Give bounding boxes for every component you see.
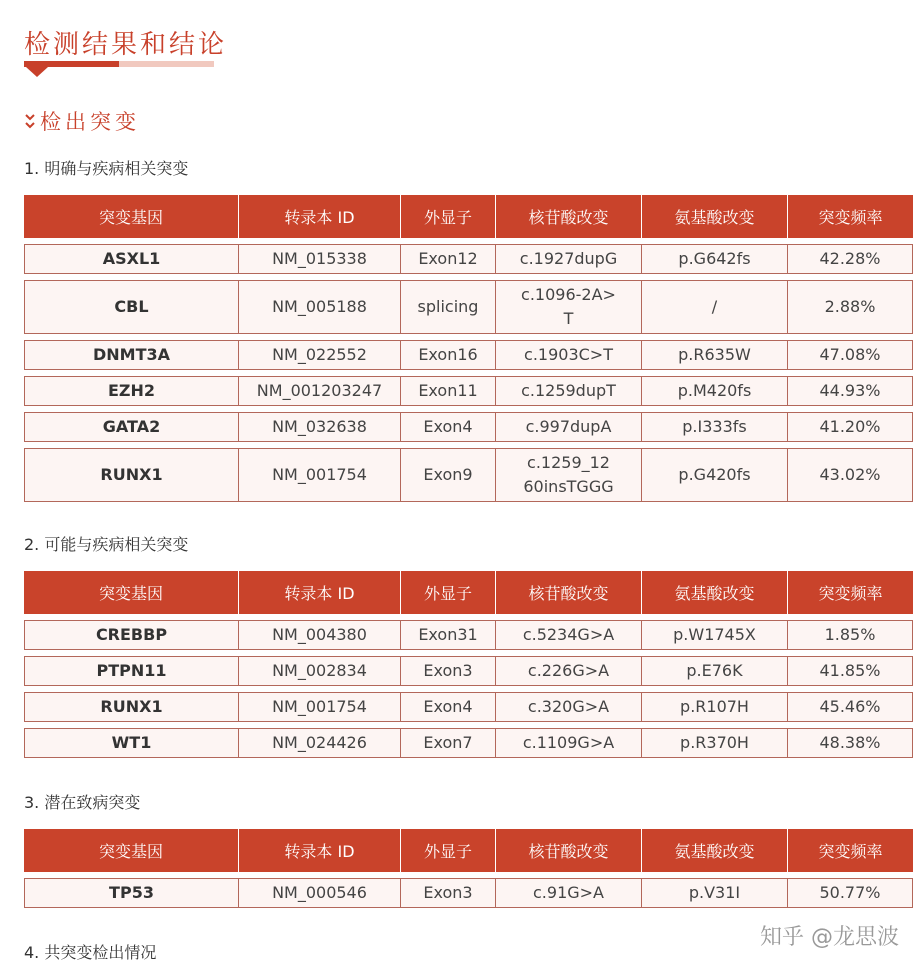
table-row xyxy=(24,280,913,334)
table-row xyxy=(24,878,913,908)
mutation-table-3 xyxy=(24,823,913,914)
column-header: 突变基因 xyxy=(24,195,239,238)
gene-cell: ASXL1 xyxy=(24,244,239,274)
exon-cell: Exon7 xyxy=(401,728,496,758)
gene-cell: WT1 xyxy=(24,728,239,758)
amino-acid-cell: p.I333fs xyxy=(642,412,788,442)
column-header: 转录本 ID xyxy=(239,195,401,238)
column-header: 突变频率 xyxy=(788,195,913,238)
exon-cell: Exon11 xyxy=(401,376,496,406)
transcript-cell: NM_001203247 xyxy=(239,376,401,406)
amino-acid-cell: p.W1745X xyxy=(642,620,788,650)
amino-acid-cell: p.G420fs xyxy=(642,448,788,502)
section-title: 检出突变 xyxy=(40,110,140,134)
frequency-cell: 47.08% xyxy=(788,340,913,370)
transcript-cell: NM_002834 xyxy=(239,656,401,686)
frequency-cell: 2.88% xyxy=(788,280,913,334)
page-title: 检测结果和结论 xyxy=(24,30,228,60)
exon-cell: Exon31 xyxy=(401,620,496,650)
exon-cell: Exon3 xyxy=(401,878,496,908)
transcript-cell: NM_022552 xyxy=(239,340,401,370)
transcript-cell: NM_032638 xyxy=(239,412,401,442)
column-header: 突变基因 xyxy=(24,571,239,614)
column-header: 外显子 xyxy=(401,571,496,614)
gene-cell: CBL xyxy=(24,280,239,334)
column-header: 突变频率 xyxy=(788,571,913,614)
column-header: 核苷酸改变 xyxy=(496,829,642,872)
column-header: 外显子 xyxy=(401,195,496,238)
frequency-cell: 41.20% xyxy=(788,412,913,442)
column-header: 转录本 ID xyxy=(239,571,401,614)
exon-cell: Exon4 xyxy=(401,412,496,442)
nucleotide-cell: c.226G>A xyxy=(496,656,642,686)
exon-cell: Exon3 xyxy=(401,656,496,686)
nucleotide-cell: c.997dupA xyxy=(496,412,642,442)
nucleotide-cell: c.1259_12 60insTGGG xyxy=(496,448,642,502)
nucleotide-cell: c.320G>A xyxy=(496,692,642,722)
nucleotide-cell: c.1903C>T xyxy=(496,340,642,370)
table-row xyxy=(24,656,913,686)
table-row xyxy=(24,244,913,274)
frequency-cell: 45.46% xyxy=(788,692,913,722)
section-header xyxy=(24,106,140,136)
amino-acid-cell: p.E76K xyxy=(642,656,788,686)
frequency-cell: 50.77% xyxy=(788,878,913,908)
table-header-row xyxy=(24,195,913,238)
group2-label: 2. 可能与疾病相关突变 xyxy=(24,535,189,554)
title-underline xyxy=(24,61,214,67)
table-row xyxy=(24,448,913,502)
amino-acid-cell: p.R635W xyxy=(642,340,788,370)
table-row xyxy=(24,692,913,722)
nucleotide-cell: c.1259dupT xyxy=(496,376,642,406)
mutation-table-2 xyxy=(24,565,913,764)
frequency-cell: 42.28% xyxy=(788,244,913,274)
amino-acid-cell: p.G642fs xyxy=(642,244,788,274)
column-header: 突变基因 xyxy=(24,829,239,872)
exon-cell: Exon16 xyxy=(401,340,496,370)
exon-cell: Exon9 xyxy=(401,448,496,502)
nucleotide-cell: c.1096-2A> T xyxy=(496,280,642,334)
transcript-cell: NM_005188 xyxy=(239,280,401,334)
gene-cell: RUNX1 xyxy=(24,448,239,502)
column-header: 氨基酸改变 xyxy=(642,829,788,872)
mutation-table-1 xyxy=(24,189,913,508)
group3-label: 3. 潜在致病突变 xyxy=(24,793,141,812)
frequency-cell: 48.38% xyxy=(788,728,913,758)
nucleotide-cell: c.1109G>A xyxy=(496,728,642,758)
frequency-cell: 44.93% xyxy=(788,376,913,406)
frequency-cell: 43.02% xyxy=(788,448,913,502)
nucleotide-cell: c.91G>A xyxy=(496,878,642,908)
transcript-cell: NM_001754 xyxy=(239,692,401,722)
frequency-cell: 41.85% xyxy=(788,656,913,686)
table-row xyxy=(24,376,913,406)
table-row xyxy=(24,412,913,442)
column-header: 核苷酸改变 xyxy=(496,195,642,238)
table-header-row xyxy=(24,829,913,872)
transcript-cell: NM_024426 xyxy=(239,728,401,758)
amino-acid-cell: p.M420fs xyxy=(642,376,788,406)
exon-cell: splicing xyxy=(401,280,496,334)
gene-cell: GATA2 xyxy=(24,412,239,442)
column-header: 氨基酸改变 xyxy=(642,195,788,238)
column-header: 外显子 xyxy=(401,829,496,872)
watermark: 知乎 @龙思波 xyxy=(760,925,899,950)
amino-acid-cell: p.V31I xyxy=(642,878,788,908)
gene-cell: PTPN11 xyxy=(24,656,239,686)
transcript-cell: NM_004380 xyxy=(239,620,401,650)
amino-acid-cell: p.R107H xyxy=(642,692,788,722)
double-chevron-icon xyxy=(24,112,36,130)
exon-cell: Exon4 xyxy=(401,692,496,722)
gene-cell: RUNX1 xyxy=(24,692,239,722)
transcript-cell: NM_000546 xyxy=(239,878,401,908)
column-header: 核苷酸改变 xyxy=(496,571,642,614)
column-header: 氨基酸改变 xyxy=(642,571,788,614)
nucleotide-cell: c.1927dupG xyxy=(496,244,642,274)
gene-cell: DNMT3A xyxy=(24,340,239,370)
exon-cell: Exon12 xyxy=(401,244,496,274)
frequency-cell: 1.85% xyxy=(788,620,913,650)
gene-cell: TP53 xyxy=(24,878,239,908)
table-row xyxy=(24,728,913,758)
nucleotide-cell: c.5234G>A xyxy=(496,620,642,650)
group1-label: 1. 明确与疾病相关突变 xyxy=(24,159,189,178)
amino-acid-cell: p.R370H xyxy=(642,728,788,758)
group4-label: 4. 共突变检出情况 xyxy=(24,943,157,962)
table-header-row xyxy=(24,571,913,614)
table-row xyxy=(24,620,913,650)
transcript-cell: NM_001754 xyxy=(239,448,401,502)
transcript-cell: NM_015338 xyxy=(239,244,401,274)
gene-cell: EZH2 xyxy=(24,376,239,406)
column-header: 突变频率 xyxy=(788,829,913,872)
table-row xyxy=(24,340,913,370)
column-header: 转录本 ID xyxy=(239,829,401,872)
gene-cell: CREBBP xyxy=(24,620,239,650)
amino-acid-cell: / xyxy=(642,280,788,334)
